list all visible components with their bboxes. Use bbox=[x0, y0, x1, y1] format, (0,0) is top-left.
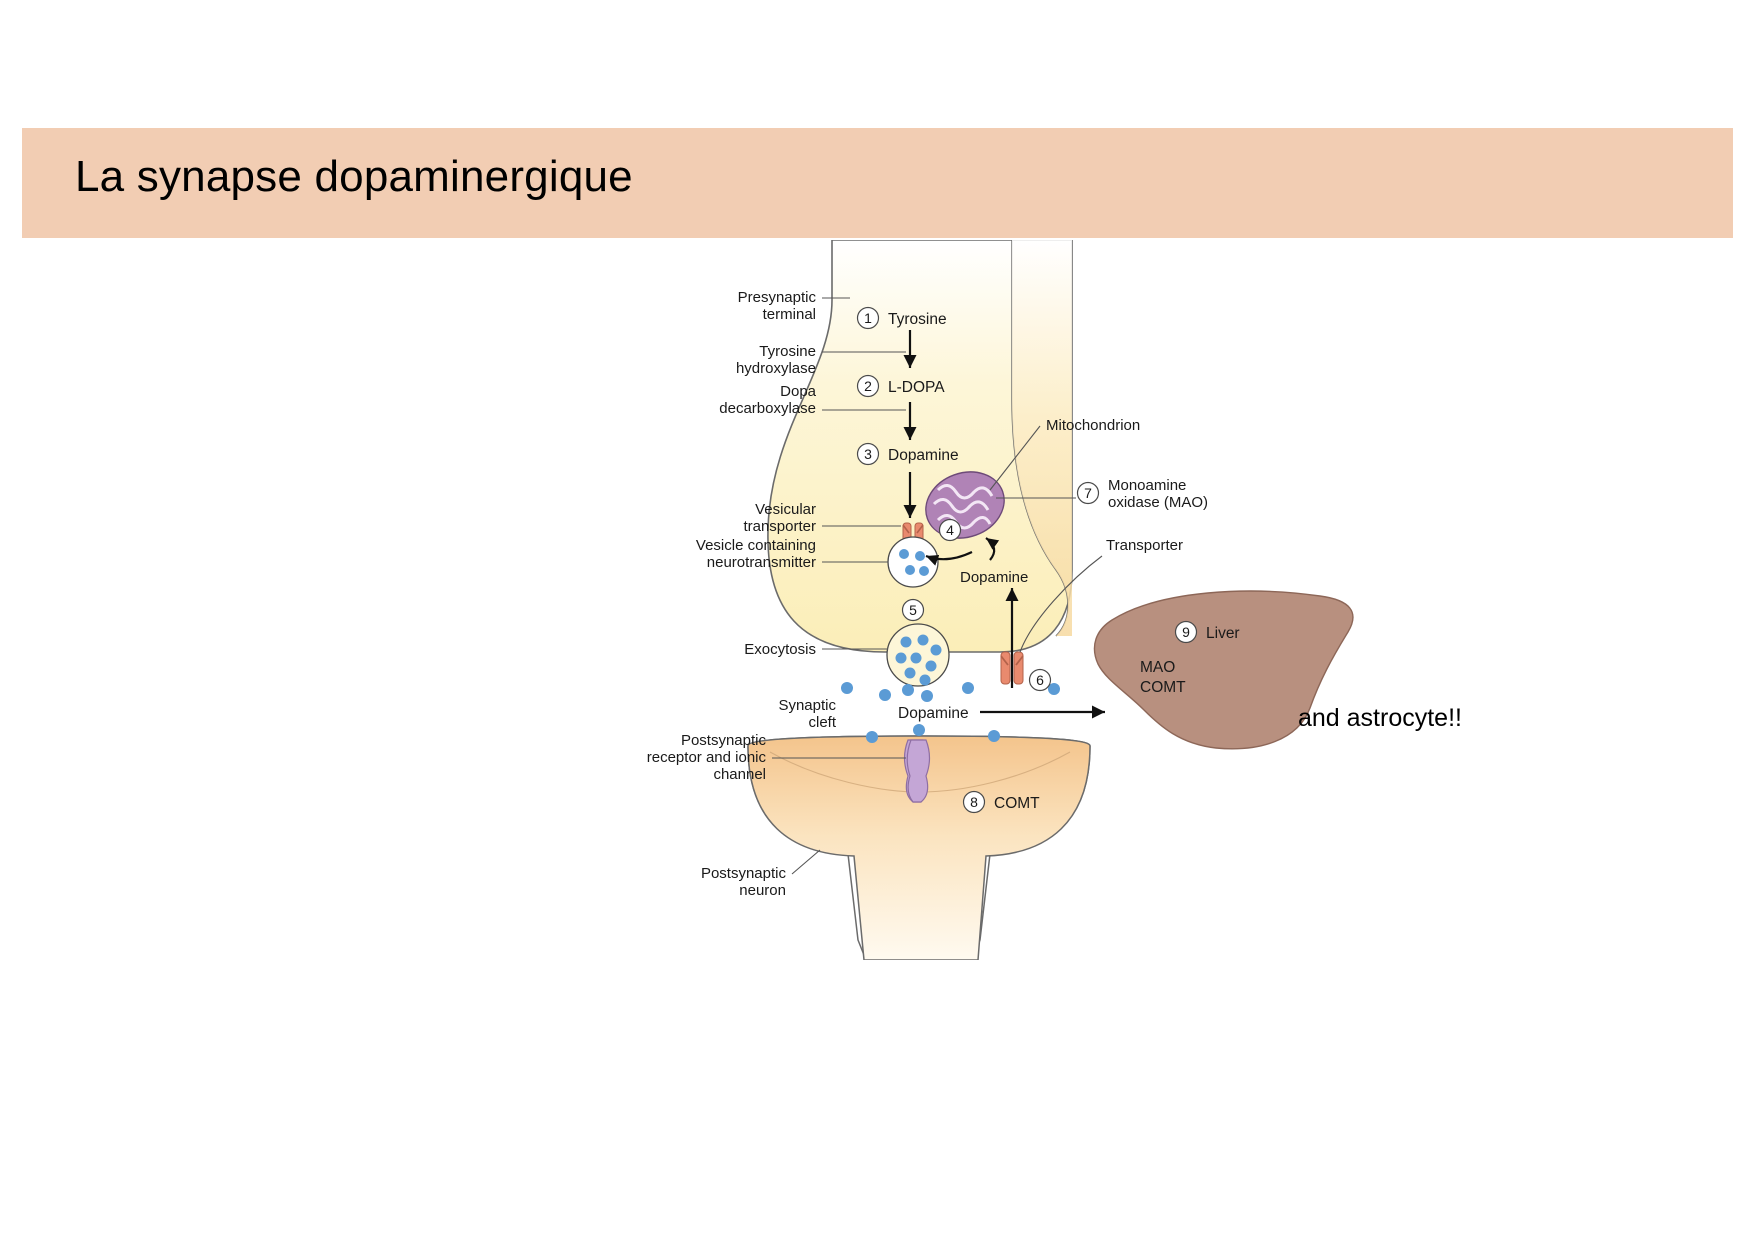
left-label-postsynaptic-neuron bbox=[701, 850, 820, 899]
left-label-dopa-decarboxylase-line2: decarboxylase bbox=[719, 400, 816, 417]
right-label-mitochondrion-text: Mitochondrion bbox=[1046, 417, 1141, 434]
inline-number-6-value: 6 bbox=[1036, 672, 1044, 688]
right-label-mao-line1: Monoamine bbox=[1108, 477, 1187, 494]
left-label-postsynaptic-neuron-line1: Postsynaptic bbox=[700, 865, 786, 882]
dopamine-mito-label: Dopamine bbox=[960, 569, 1029, 586]
left-label-synaptic-cleft-line2: cleft bbox=[808, 714, 836, 731]
pathway-step-1-label: Tyrosine bbox=[888, 311, 947, 328]
left-label-synaptic-cleft bbox=[778, 697, 836, 731]
astrocyte-annotation: and astrocyte!! bbox=[1298, 704, 1462, 732]
left-label-postsynaptic-receptor-line3: channel bbox=[713, 766, 766, 783]
left-label-exocytosis-line1: Exocytosis bbox=[744, 641, 816, 658]
inline-number-9-label: Liver bbox=[1206, 625, 1240, 642]
left-label-postsynaptic-neuron-line2: neuron bbox=[739, 882, 786, 899]
inline-number-4-value: 4 bbox=[946, 522, 954, 538]
inline-number-8-label: COMT bbox=[994, 795, 1040, 812]
inline-number-4 bbox=[940, 520, 961, 541]
inline-number-9-value: 9 bbox=[1182, 624, 1190, 640]
dopaminergic-synapse-figure bbox=[620, 240, 1420, 960]
right-label-mao-line2: oxidase (MAO) bbox=[1108, 494, 1209, 511]
page-title: La synapse dopaminergique bbox=[75, 152, 633, 201]
pathway-step-2-label: L-DOPA bbox=[888, 379, 945, 396]
postsynaptic-receptor-shape bbox=[905, 740, 930, 802]
left-label-postsynaptic-receptor-line2: receptor and ionic bbox=[646, 749, 766, 766]
right-label-transporter-text: Transporter bbox=[1106, 537, 1183, 554]
pathway-step-2-number: 2 bbox=[864, 378, 872, 394]
left-label-presynaptic-terminal-line1: Presynaptic bbox=[737, 289, 816, 306]
inline-number-8-value: 8 bbox=[970, 794, 978, 810]
dopamine-cleft-label: Dopamine bbox=[898, 705, 969, 722]
left-label-synaptic-cleft-line1: Synaptic bbox=[778, 697, 836, 714]
pathway-step-3 bbox=[858, 444, 959, 465]
left-label-vesicular-transporter-line2: transporter bbox=[743, 518, 816, 535]
liver-comt-label: COMT bbox=[1140, 679, 1186, 696]
pathway-step-3-label: Dopamine bbox=[888, 447, 959, 464]
left-label-presynaptic-terminal-line2: terminal bbox=[762, 306, 816, 323]
liver-mao-label: MAO bbox=[1140, 659, 1176, 676]
inline-number-5-value: 5 bbox=[909, 602, 917, 618]
pathway-step-1-number: 1 bbox=[864, 310, 872, 326]
inline-number-9 bbox=[1176, 622, 1240, 643]
inline-number-8 bbox=[964, 792, 1041, 813]
right-label-mao-number: 7 bbox=[1084, 485, 1092, 501]
left-label-vesicle-line1: Vesicle containing bbox=[695, 537, 816, 554]
exocytosis-vesicle-shape bbox=[887, 624, 949, 686]
left-label-dopa-decarboxylase-line1: Dopa bbox=[780, 383, 816, 400]
left-label-postsynaptic-receptor-line1: Postsynaptic bbox=[680, 732, 766, 749]
left-label-vesicular-transporter-line1: Vesicular bbox=[755, 501, 816, 518]
pathway-step-1 bbox=[858, 308, 947, 329]
inline-number-5 bbox=[903, 600, 924, 621]
left-label-tyrosine-hydroxylase-line2: hydroxylase bbox=[735, 360, 816, 377]
left-label-vesicle-line2: neurotransmitter bbox=[706, 554, 816, 571]
pathway-step-3-number: 3 bbox=[864, 446, 872, 462]
left-label-tyrosine-hydroxylase-line1: Tyrosine bbox=[759, 343, 816, 360]
pathway-step-2 bbox=[858, 376, 946, 397]
inline-number-6 bbox=[1030, 670, 1051, 691]
